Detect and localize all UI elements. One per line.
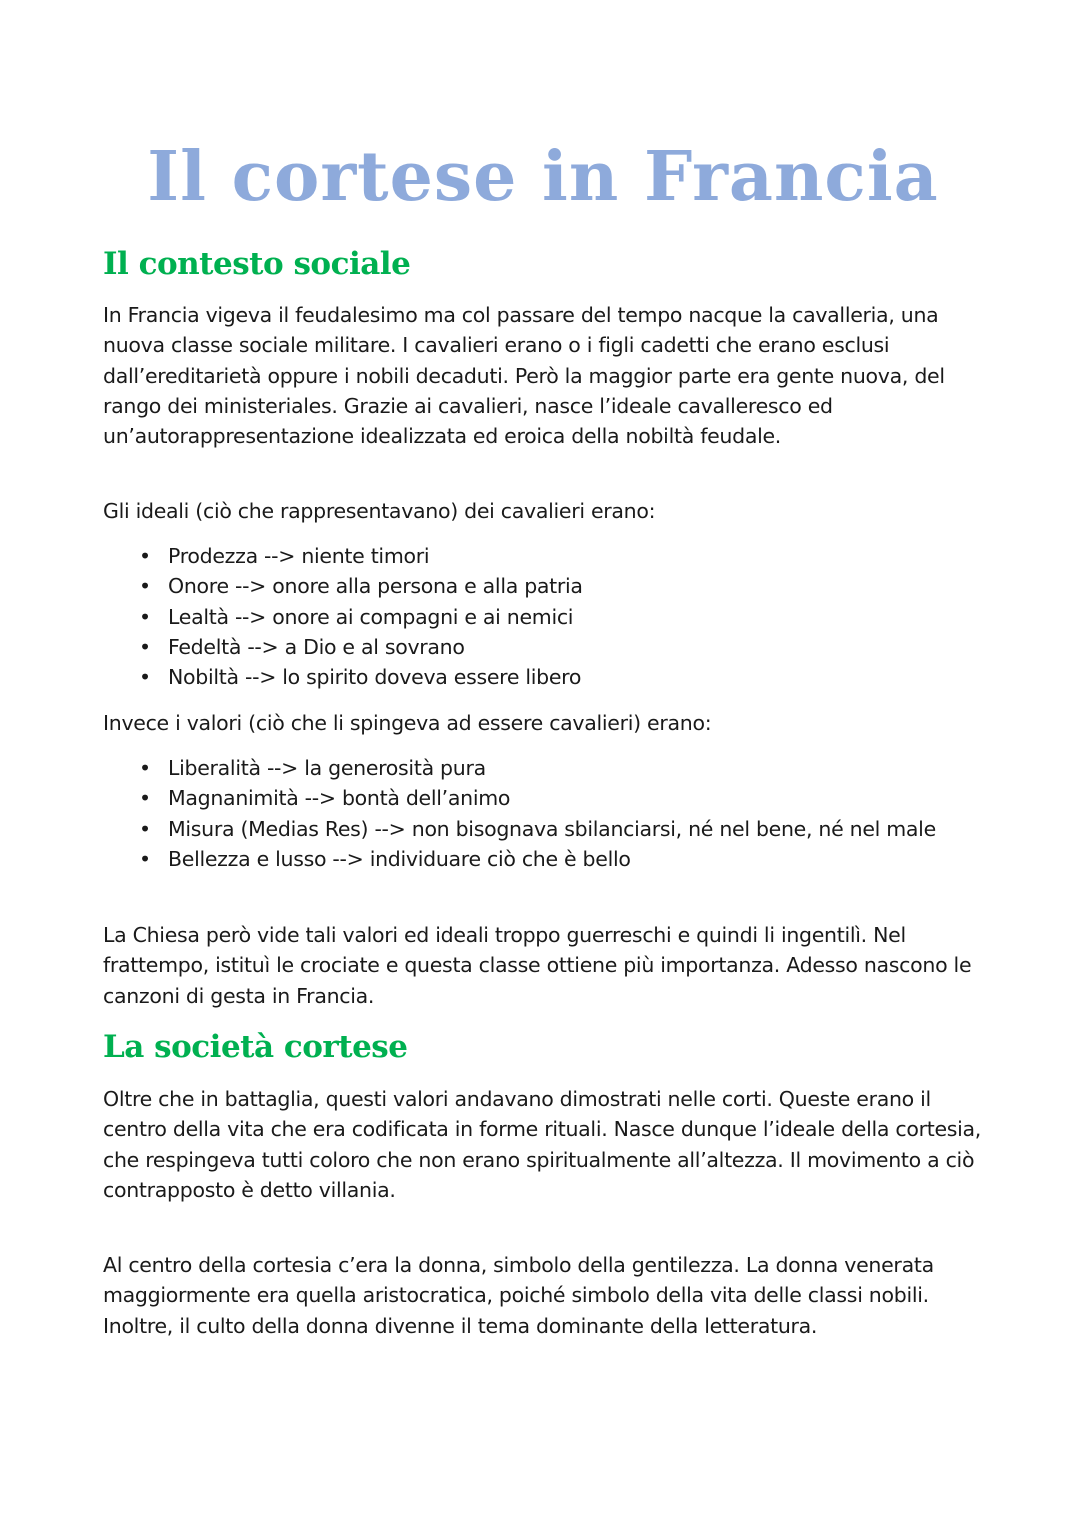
paragraph-donna: Al centro della cortesia c’era la donna, simbolo della gentilezza. La donna venerata maggiormente era quella aristocratica, poiché simbolo della vita delle classi nobili. Inoltre, il culto della donna divenne il tema dominante della letteratura.: [103, 1253, 934, 1338]
list-item: • Misura (Medias Res) --> non bisognava sbilanciarsi, né nel bene, né nel male: [103, 814, 983, 844]
section-heading-societa-cortese: La società cortese: [103, 1029, 408, 1065]
list-item: • Liberalità --> la generosità pura: [103, 753, 983, 783]
list-item: • Lealtà --> onore ai compagni e ai nemici: [103, 602, 983, 632]
paragraph-intro: In Francia vigeva il feudalesimo ma col passare del tempo nacque la cavalleria, una nuova classe sociale militare. I cavalieri erano o i figli cadetti che erano esclusi dall’ereditarietà oppure i nobili decaduti. Però la maggior parte era gente nuova, del rango dei ministeriales. Grazie ai cavalieri, nasce l’ideale cavalleresco ed un’autorappresentazione idealizzata ed eroica della nobiltà feudale.: [103, 303, 945, 449]
list-item: • Fedeltà --> a Dio e al sovrano: [103, 632, 983, 662]
list-item: • Nobiltà --> lo spirito doveva essere libero: [103, 662, 983, 692]
ideals-list: [103, 541, 983, 692]
values-intro: Invece i valori (ciò che li spingeva ad essere cavalieri) erano:: [103, 711, 712, 735]
bullet-icon: •: [139, 756, 151, 780]
bullet-icon: •: [139, 816, 151, 841]
bullet-icon: •: [139, 665, 151, 690]
list-item: • Prodezza --> niente timori: [103, 541, 983, 571]
list-item: • Onore --> onore alla persona e alla patria: [103, 571, 983, 601]
values-list: [103, 753, 983, 874]
bullet-icon: •: [139, 544, 151, 568]
bullet-icon: •: [139, 786, 151, 811]
ideals-intro: Gli ideali (ciò che rappresentavano) dei cavalieri erano:: [103, 499, 656, 523]
bullet-icon: •: [139, 604, 151, 629]
list-item: • Magnanimità --> bontà dell’animo: [103, 783, 983, 813]
bullet-icon: •: [139, 574, 151, 599]
bullet-icon: •: [139, 634, 151, 659]
section-heading-contesto-sociale: Il contesto sociale: [103, 246, 411, 282]
list-item: • Bellezza e lusso --> individuare ciò che è bello: [103, 844, 983, 874]
bullet-icon: •: [139, 846, 151, 871]
page-title: Il cortese in Francia: [147, 137, 939, 217]
paragraph-closing: La Chiesa però vide tali valori ed ideali troppo guerreschi e quindi li ingentilì. Nel frattempo, istituì le crociate e questa classe ottiene più importanza. Adesso nascono le canzoni di gesta in Francia.: [103, 923, 972, 1008]
paragraph-corti: Oltre che in battaglia, questi valori andavano dimostrati nelle corti. Queste erano il centro della vita che era codificata in forme rituali. Nasce dunque l’ideale della cortesia, che respingeva tutti coloro che non erano spiritualmente all’altezza. Il movimento a ciò contrapposto è detto villania.: [103, 1087, 982, 1202]
